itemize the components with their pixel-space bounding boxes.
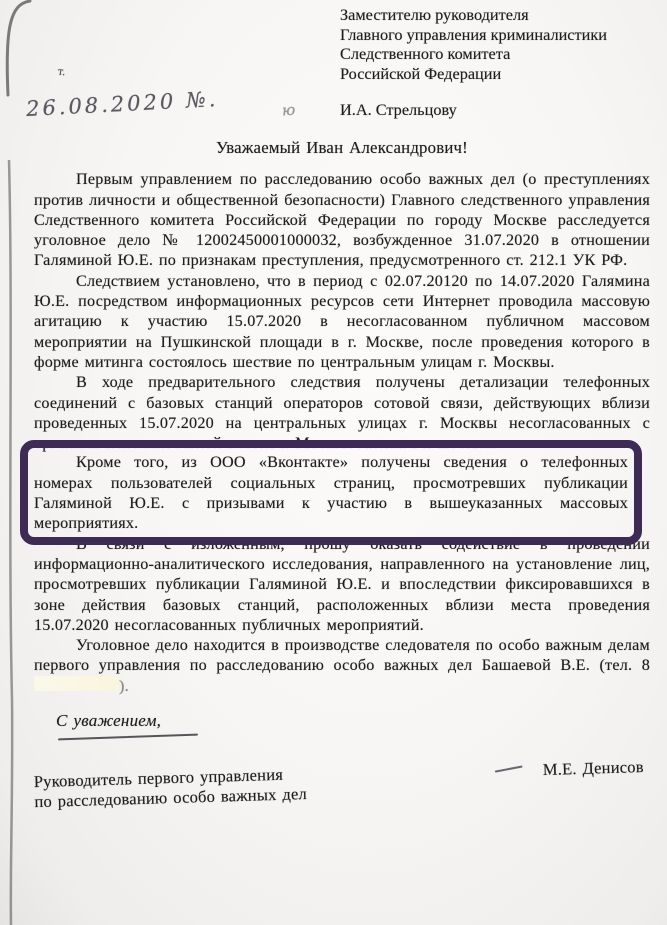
- handwritten-date: 26.08.2020 №.: [25, 86, 219, 122]
- recipient-block: [340, 5, 660, 120]
- signatory-name: М.Е. Денисов: [542, 757, 644, 780]
- signatory: [495, 754, 650, 781]
- scan-edge-line-artifact: [9, 160, 12, 925]
- signature-block: [34, 754, 651, 811]
- recipient-line: Главного управления криминалистики: [340, 24, 607, 44]
- recipient-name: И.А. Стрельцову: [340, 100, 457, 119]
- handwritten-mark: ю: [281, 100, 296, 120]
- page-corner-curve-artifact: [7, 1, 30, 95]
- paragraph-3: В ходе предварительного следствия получены детализации телефонных соединений с базовых станций операторов сотовой связи, действующих вблизи проведенных 15.07.2020 на центральных улицах г. Москвы несогласованных с органами исполнительной власти г. Москвы митинга и шествия.: [34, 373, 650, 453]
- recipient-line: Российской Федерации: [340, 63, 502, 83]
- salutation: Уважаемый Иван Александрович!: [216, 138, 468, 157]
- paragraph-6-suffix: ).: [119, 676, 129, 695]
- signature-title-line: Руководитель первого управления: [33, 765, 284, 792]
- handwritten-corner-mark: т.: [57, 63, 67, 79]
- paragraph-6: [34, 635, 650, 696]
- letter-body: [33, 138, 650, 811]
- highlighted-paragraph: Кроме того, из ООО «Вконтакте» получены сведения о телефонных номерах пользователей социальных страниц, просмотревших публикации Галяминой Ю.Е. с призывами к участию в вышеуказанных массовых мероприятиях.: [34, 453, 628, 533]
- paragraph-5: В связи с изложенным, прошу оказать содействие в проведении информационно-аналитического исследования, направленного на установление лиц, просмотревших публикации Галяминой Ю.Е. и впоследствии фиксировавшихся в зоне действия базовых станций, расположенных вблизи места проведения 15.07.2020 несогласованных публичных мероприятий.: [34, 534, 650, 634]
- paragraph-2: Следствием установлено, что в период с 02.07.20120 по 14.07.2020 Галямина Ю.Е. посредством информационных ресурсов сети Интернет проводила массовую агитацию к участию 15.07.2020 в несогласованном публичном массовом мероприятии на Пушкинской площади в г. Москве, после проведения которого в форме митинга состоялось шествие по центральным улицам г. Москвы.: [34, 271, 650, 371]
- closing-phrase: [56, 711, 206, 731]
- closing-text: С уважением,: [56, 711, 162, 731]
- pen-underline-artifact: [58, 734, 198, 741]
- highlight-annotation-box: [20, 440, 642, 544]
- recipient-line: Следственного комитета: [340, 44, 511, 63]
- recipient-line: Заместителю руководителя: [340, 5, 529, 24]
- paragraph-1: Первым управлением по расследованию особо важных дел (о преступлениях против личности и общественной безопасности) Главного следственного управления Следственного комитета Российской Федерации по городу Москве расследуется уголовное дело № 12002450001000032, возбужденное 31.07.2020 в отношении Галяминой Ю.Е. по признакам преступления, предусмотренного ст. 212.1 УК РФ.: [34, 170, 650, 270]
- phone-number-redaction: [34, 676, 119, 691]
- paragraph-6-text: Уголовное дело находится в производстве следователя по особо важным делам первого управления по расследованию особо важных дел Башаевой В.Е. (тел. 8: [34, 636, 650, 675]
- signature-title: [34, 764, 308, 811]
- pen-stroke-signature-artifact: [495, 766, 523, 773]
- signature-title-line: по расследованию особо важных дел: [34, 783, 308, 811]
